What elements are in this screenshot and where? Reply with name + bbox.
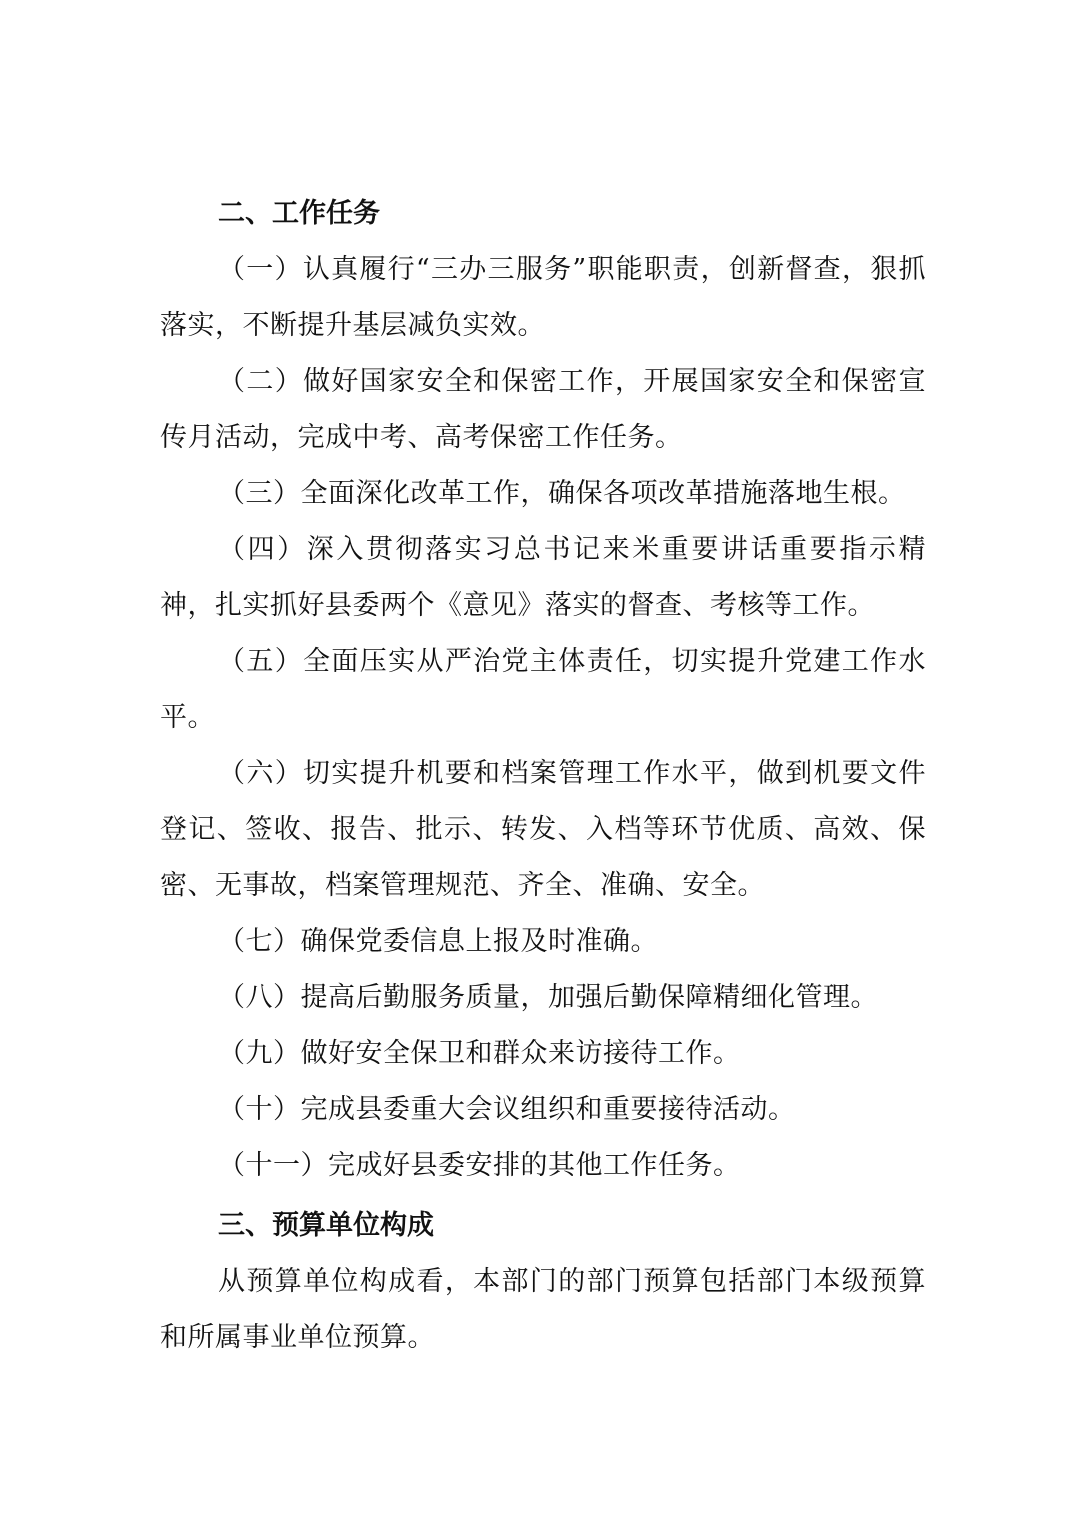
- budget-units-paragraph: 从预算单位构成看，本部门的部门预算包括部门本级预算和所属事业单位预算。: [160, 1266, 926, 1353]
- task-item-4: （四）深入贯彻落实习总书记来米重要讲话重要指示精神，扎实抓好县委两个《意见》落实的督查、考核等工作。: [160, 534, 926, 621]
- document-body: [160, 186, 926, 1366]
- task-item-11: （十一）完成好县委安排的其他工作任务。: [218, 1150, 741, 1181]
- section-heading-budget-units: 三、预算单位构成: [218, 1210, 434, 1241]
- task-item-6: （六）切实提升机要和档案管理工作水平，做到机要文件登记、签收、报告、批示、转发、入档等环节优质、高效、保密、无事故，档案管理规范、齐全、准确、安全。: [160, 758, 926, 901]
- task-item-2: （二）做好国家安全和保密工作，开展国家安全和保密宣传月活动，完成中考、高考保密工作任务。: [160, 366, 926, 453]
- section-heading-work-tasks: 二、工作任务: [218, 198, 380, 229]
- task-item-9: （九）做好安全保卫和群众来访接待工作。: [218, 1038, 741, 1069]
- task-item-5: （五）全面压实从严治党主体责任，切实提升党建工作水平。: [160, 646, 926, 733]
- task-item-3: （三）全面深化改革工作，确保各项改革措施落地生根。: [218, 478, 906, 509]
- task-item-1: （一）认真履行“三办三服务”职能职责，创新督查，狠抓落实，不断提升基层减负实效。: [160, 254, 926, 341]
- task-item-7: （七）确保党委信息上报及时准确。: [218, 926, 658, 957]
- task-item-10: （十）完成县委重大会议组织和重要接待活动。: [218, 1094, 796, 1125]
- task-item-8: （八）提高后勤服务质量，加强后勤保障精细化管理。: [218, 982, 878, 1013]
